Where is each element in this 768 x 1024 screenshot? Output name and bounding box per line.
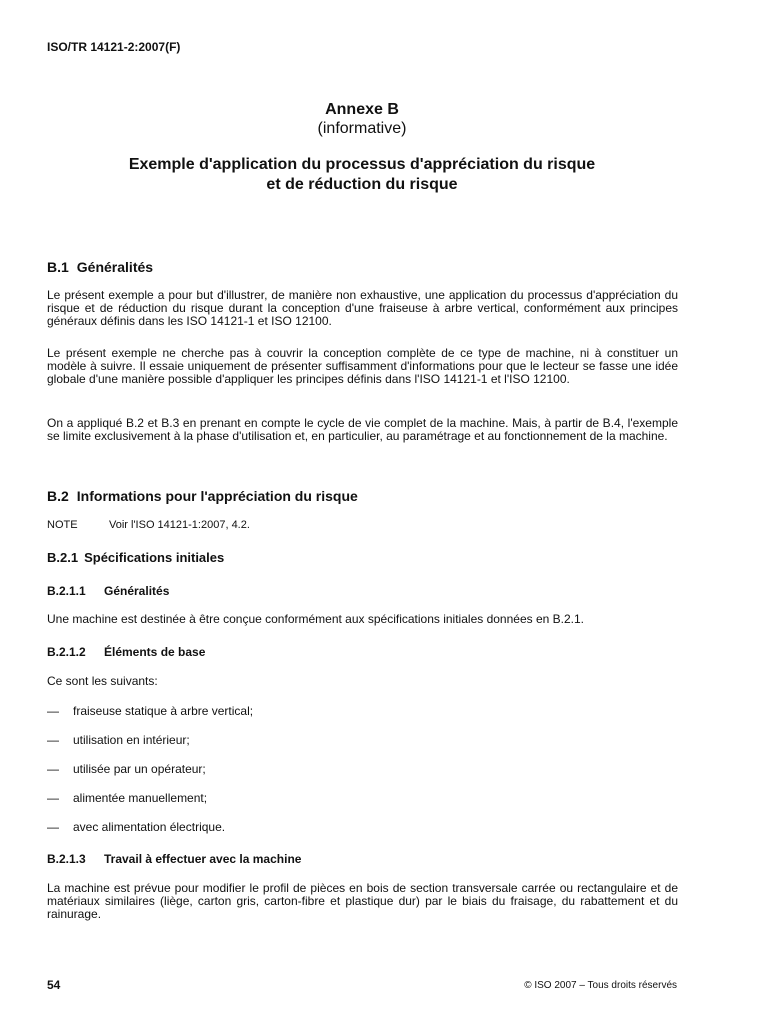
section-number: B.2.1.3 [47,852,86,866]
section-title: Éléments de base [104,645,206,659]
section-title: Généralités [104,584,170,598]
dash-bullet: — [47,791,59,805]
annex-heading-line-1: Exemple d'application du processus d'appréciation du risque [128,156,596,173]
paragraph-b213: La machine est prévue pour modifier le profil de pièces en bois de section transversale carrée ou rectangulaire et de matériaux similaires (liège, carton gris, carton-fibre et plastique dur) par le biais du fraisage, du rabattement et du rainurage. [47,881,678,921]
section-title: Informations pour l'appréciation du risque [76,488,358,504]
dash-bullet: — [47,820,59,834]
list-item-text: alimentée manuellement; [73,791,208,805]
list-item-text: fraiseuse statique à arbre vertical; [73,704,254,718]
section-number: B.2.1.2 [47,645,86,659]
section-number: B.1 [47,259,69,275]
paragraph-b211: Une machine est destinée à être conçue conformément aux spécifications initiales données en B.2.1. [47,612,584,626]
paragraph-b1-1: Le présent exemple a pour but d'illustrer, de manière non exhaustive, une application du processus d'appréciation du risque et de réduction du risque durant la conception d'une fraiseuse à arbre vertical, conformément aux principes généraux définis dans les ISO 14121-1 et ISO 12100. [47,288,678,328]
subsubsection-heading-b213 [47,852,301,866]
section-number: B.2.1 [47,550,79,565]
list-item [47,791,207,805]
dash-bullet: — [47,704,59,718]
section-title: Généralités [76,259,154,275]
copyright-notice: © ISO 2007 – Tous droits réservés [524,980,677,991]
note-label: NOTE [47,519,78,531]
note-text: Voir l'ISO 14121-1:2007, 4.2. [109,519,250,531]
section-number: B.2 [47,488,69,504]
list-item-text: utilisée par un opérateur; [73,762,206,776]
annex-header [0,100,724,195]
annex-heading [0,155,724,195]
section-title: Spécifications initiales [84,550,225,565]
paragraph-b1-3: On a appliqué B.2 et B.3 en prenant en compte le cycle de vie complet de la machine. Mais, à partir de B.4, l'exemple se limite exclusivement à la phase d'utilisation et, en particulier, au paramétrage et au fonctionnement de la machine. [47,416,678,443]
dash-bullet: — [47,733,59,747]
subsubsection-heading-b212 [47,645,205,659]
list-item [47,733,190,747]
annex-type: (informative) [317,120,407,137]
section-heading-b2 [47,488,358,504]
dash-bullet: — [47,762,59,776]
list-item [47,820,225,834]
page-number: 54 [47,978,61,992]
paragraph-b1-2: Le présent exemple ne cherche pas à couvrir la conception complète de ce type de machine, ni à constituer un modèle à suivre. Il essaie uniquement de présenter suffisamment d'informations pour que le lecteur se fasse une idée globale d'une manière possible d'appliquer les principes définis dans l'ISO 14121-1 et l'ISO 12100. [47,346,678,386]
list-item [47,762,206,776]
section-number: B.2.1.1 [47,584,86,598]
section-heading-b1 [47,259,153,275]
document-identifier: ISO/TR 14121-2:2007(F) [47,40,181,54]
annex-title: Annexe B [325,101,399,118]
list-item-text: utilisation en intérieur; [73,733,190,747]
paragraph-b212-intro: Ce sont les suivants: [47,674,158,688]
annex-heading-line-2: et de réduction du risque [266,176,458,193]
subsection-heading-b21 [47,550,224,565]
section-title: Travail à effectuer avec la machine [104,852,302,866]
note [47,519,250,531]
list-item-text: avec alimentation électrique. [73,820,226,834]
list-item [47,704,253,718]
subsubsection-heading-b211 [47,584,169,598]
